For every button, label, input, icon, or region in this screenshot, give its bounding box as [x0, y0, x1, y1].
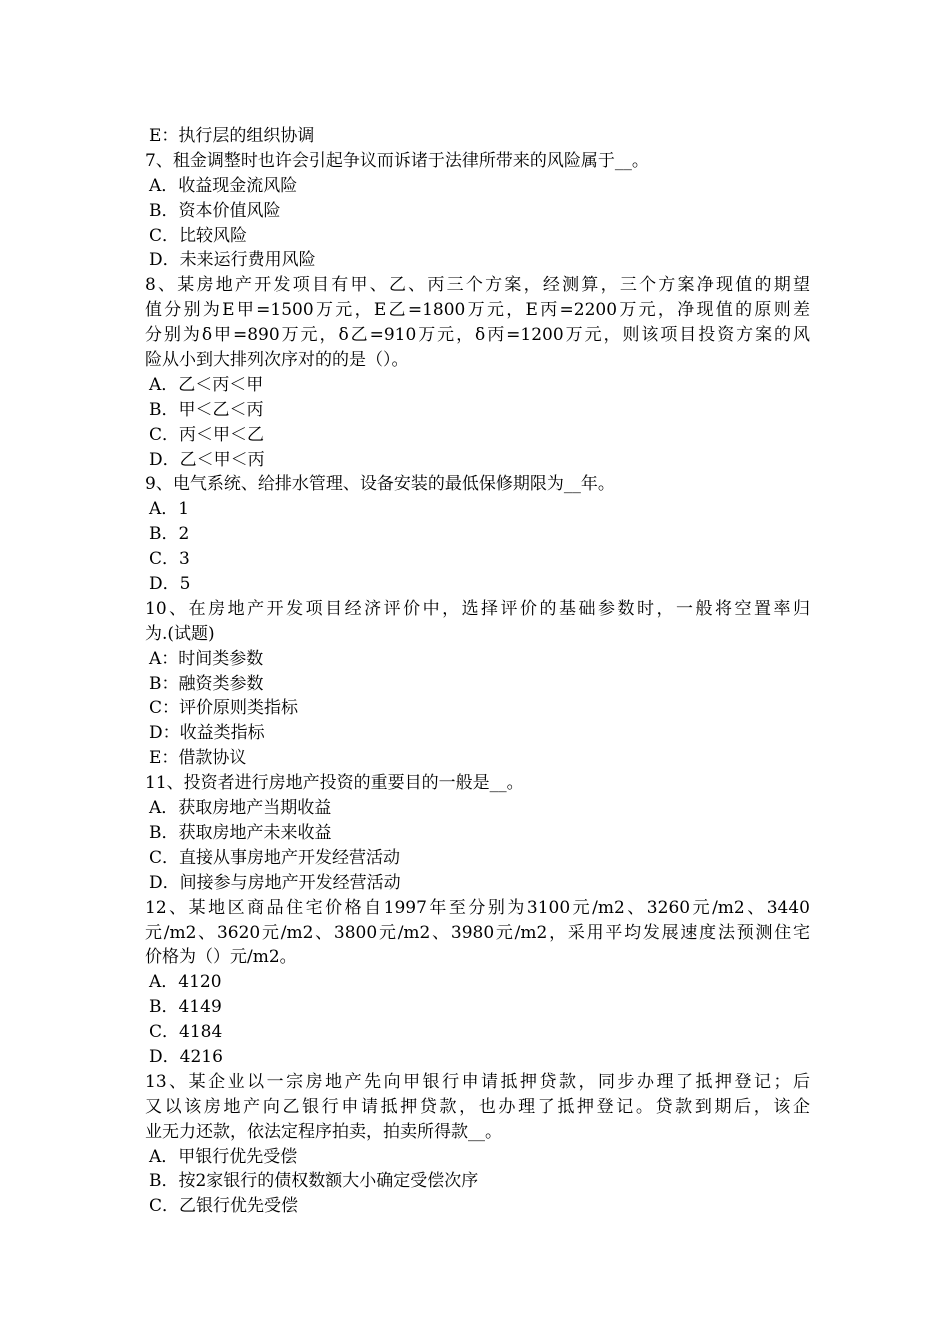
option-e: E：借款协议 [149, 748, 247, 769]
option-c: C．3 [149, 549, 190, 570]
option-a: A．甲银行优先受偿 [149, 1146, 298, 1167]
question-8 [145, 273, 810, 472]
option-d: D．未来运行费用风险 [149, 250, 316, 271]
option-d: D：收益类指标 [149, 723, 265, 744]
option-a: A．4120 [149, 972, 222, 993]
question-text-line: 8、某房地产开发项目有甲、乙、丙三个方案，经测算，三个方案净现值的期望 [145, 275, 810, 296]
option-b: B．获取房地产未来收益 [149, 822, 332, 843]
option-b: B．按2家银行的债权数额大小确定受偿次序 [149, 1171, 479, 1192]
question-text-line: 10、在房地产开发项目经济评价中，选择评价的基础参数时，一般将空置率归 [145, 598, 810, 619]
question-text-line: 业无力还款，依法定程序拍卖，拍卖所得款__。 [145, 1121, 502, 1142]
option-e: E：执行层的组织协调 [149, 126, 315, 146]
question-12 [145, 896, 810, 1070]
option-c: C．乙银行优先受偿 [149, 1196, 299, 1217]
question-10 [145, 597, 810, 771]
question-text: 11、投资者进行房地产投资的重要目的一般是__。 [145, 773, 524, 794]
question-11 [145, 771, 810, 895]
option-a: A．获取房地产当期收益 [149, 798, 332, 819]
option-c: C．直接从事房地产开发经营活动 [149, 847, 401, 868]
option-a: A．1 [149, 499, 190, 520]
question-text: 9、电气系统、给排水管理、设备安装的最低保修期限为__年。 [145, 474, 615, 495]
option-d: D．5 [149, 574, 191, 595]
option-c: C．丙＜甲＜乙 [149, 424, 265, 445]
option-c: C．比较风险 [149, 225, 248, 246]
question-13 [145, 1070, 810, 1219]
question-text-line: 13、某企业以一宗房地产先向甲银行申请抵押贷款，同步办理了抵押登记；后 [145, 1071, 810, 1092]
option-d: D．4216 [149, 1046, 223, 1067]
option-a: A．收益现金流风险 [149, 175, 298, 196]
option-b: B．2 [149, 524, 190, 545]
question-9 [145, 472, 810, 596]
option-b: B．4149 [149, 997, 222, 1018]
question-text: 7、租金调整时也许会引起争议而诉诸于法律所带来的风险属于__。 [145, 150, 649, 171]
question-text-line: 元/m2、3620元/m2、3800元/m2、3980元/m2，采用平均发展速度法预测住宅 [145, 922, 810, 943]
question-text-line: 分别为δ甲=890万元，δ乙=910万元，δ丙=1200万元，则该项目投资方案的风 [145, 325, 810, 346]
option-d: D．间接参与房地产开发经营活动 [149, 872, 401, 893]
option-b: B：融资类参数 [149, 673, 264, 694]
question-text-line: 险从小到大排列次序对的的是（）。 [145, 350, 409, 371]
question-7 [145, 149, 810, 273]
question-text-line: 12、某地区商品住宅价格自1997年至分别为3100元/m2、3260元/m2、3440 [145, 897, 810, 918]
option-b: B．资本价值风险 [149, 200, 281, 221]
option-c: C：评价原则类指标 [149, 698, 299, 719]
question-text-line: 值分别为E甲=1500万元，E乙=1800万元，E丙=2200万元，净现值的原则差 [145, 300, 810, 321]
question-text-line: 价格为（）元/m2。 [145, 947, 297, 968]
option-a: A：时间类参数 [149, 648, 264, 669]
option-c: C．4184 [149, 1022, 223, 1043]
question-text-line: 为.(试题) [145, 623, 215, 644]
document-page [145, 124, 810, 1219]
question-text-line: 又以该房地产向乙银行申请抵押贷款，也办理了抵押登记。贷款到期后，该企 [145, 1096, 810, 1117]
option-a: A．乙＜丙＜甲 [149, 374, 264, 395]
option-b: B．甲＜乙＜丙 [149, 399, 264, 420]
option-d: D．乙＜甲＜丙 [149, 449, 265, 470]
